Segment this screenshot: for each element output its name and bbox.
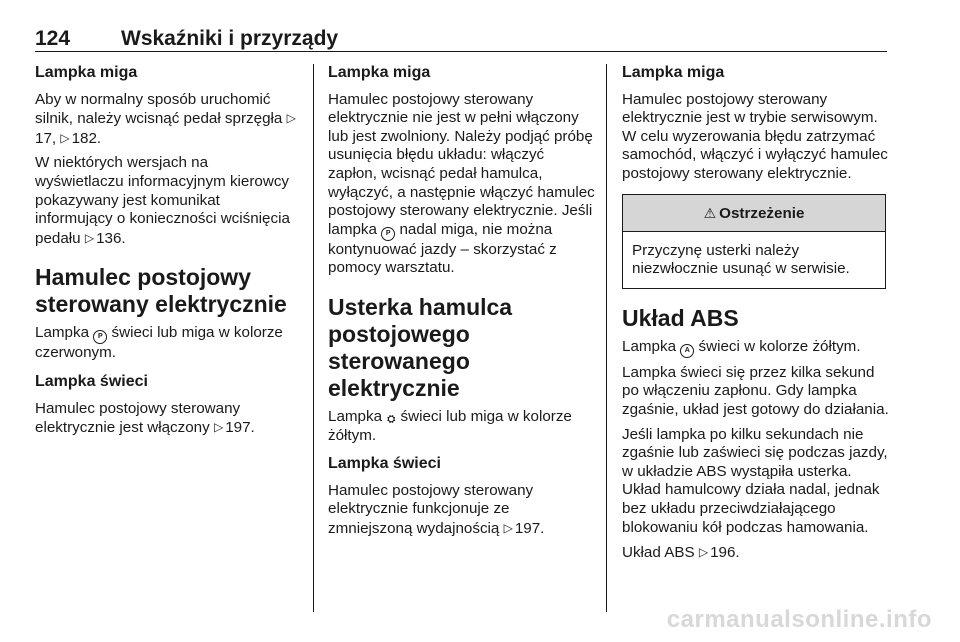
- page-ref-link[interactable]: 196.: [710, 544, 740, 562]
- column-3: [622, 64, 890, 569]
- warning-triangle-icon: ⚠: [703, 204, 717, 221]
- page-ref-link[interactable]: 182.: [71, 129, 102, 147]
- warning-title: Ostrzeżenie: [719, 204, 805, 222]
- page-ref-link[interactable]: 197.: [225, 419, 255, 437]
- paragraph: Lampka świeci się przez kilka sekund po włączeniu zapłonu. Gdy lampka zgaśnie, układ jest gotowy do działania.: [622, 363, 889, 418]
- heading-lamp-blinks: Lampka miga: [35, 64, 138, 81]
- arrow-right-icon: ▷: [698, 545, 709, 560]
- paragraph: Aby w normalny sposób uruchomić silnik, należy wcisnąć pedał sprzęgła ▷17, ▷ 182.: [35, 90, 296, 147]
- column-divider: [606, 64, 607, 612]
- paragraph: Hamulec postojowy sterowany elektrycznie jest włączony ▷ 197.: [35, 399, 255, 437]
- parking-brake-icon: P: [93, 330, 107, 344]
- heading-epb-fault: Usterka hamulca postojowego sterowanego elektrycznie: [328, 293, 513, 401]
- heading-electric-parking-brake: Hamulec postojowy sterowany elektrycznie: [35, 264, 287, 318]
- heading-lamp-blinks: Lampka miga: [622, 64, 725, 81]
- warning-box: [622, 194, 886, 289]
- paragraph: Lampka ⛭ świeci lub miga w kolorze żółtym.: [328, 407, 572, 444]
- heading-lamp-lit: Lampka świeci: [328, 455, 441, 473]
- paragraph: Układ ABS ▷ 196.: [622, 544, 740, 562]
- paragraph: Hamulec postojowy sterowany elektrycznie jest w trybie serwisowym. W celu wyzerowania błędu zatrzymać samochód, włączyć i wyłączyć hamulec postojowy sterowany elektrycznie.: [622, 90, 888, 182]
- warning-text: Przyczynę usterki należy niezwłocznie usunąć w serwisie.: [632, 241, 850, 278]
- paragraph: Lampka A świeci w kolorze żółtym.: [622, 338, 890, 358]
- abs-icon: A: [680, 344, 694, 358]
- warning-header: [623, 195, 885, 232]
- page-ref-link[interactable]: 197.: [514, 519, 545, 537]
- page-header: [35, 25, 887, 52]
- heading-abs: Układ ABS: [622, 304, 739, 331]
- arrow-right-icon: ▷: [213, 420, 224, 435]
- heading-lamp-lit: Lampka świeci: [35, 372, 148, 390]
- arrow-right-icon: ▷: [286, 111, 296, 126]
- arrow-right-icon: ▷: [84, 230, 95, 245]
- arrow-right-icon: ▷: [503, 520, 513, 535]
- watermark: carmanualsonline.info: [666, 606, 932, 633]
- paragraph: Jeśli lampka po kilku sekundach nie zgaśnie lub zaświeci się podczas jazdy, w układzie ABS wystąpiła usterka. Układ hamulcowy działa nadal, jednak bez układu przeciwdziałającego blokowaniu kół podczas hamowania.: [622, 425, 888, 536]
- brake-fault-icon: ⛭: [387, 413, 396, 425]
- heading-lamp-blinks: Lampka miga: [328, 64, 431, 81]
- column-divider: [313, 64, 314, 612]
- parking-brake-icon: P: [381, 227, 395, 241]
- column-1: [35, 64, 299, 444]
- paragraph: Lampka P świeci lub miga w kolorze czerwonym.: [35, 324, 283, 362]
- page-ref-link[interactable]: 17,: [35, 129, 57, 147]
- arrow-right-icon: ▷: [60, 130, 70, 145]
- paragraph: Hamulec postojowy sterowany elektrycznie funkcjonuje ze zmniejszoną wydajnością ▷ 197.: [328, 481, 545, 537]
- paragraph: Hamulec postojowy sterowany elektrycznie nie jest w pełni włączony lub jest zwolniony. Należy podjąć próbę usunięcia błędu układu: włączyć zapłon, wcisnąć pedał hamulca, wyłączyć, a następnie włączyć hamulec postojowy sterowany elektrycznie. Jeśli lampka P nadal miga, nie można kontynuować jazdy – skorzystać z pomocy warsztatu.: [328, 90, 595, 277]
- column-2: [328, 64, 596, 545]
- paragraph: W niektórych wersjach na wyświetlaczu informacyjnym kierowcy pokazywany jest komunikat informujący o konieczności wciśnięcia pedału ▷ 136.: [35, 154, 290, 247]
- page-number: 124: [35, 27, 71, 50]
- page-title: Wskaźniki i przyrządy: [121, 27, 339, 50]
- page-ref-link[interactable]: 136.: [96, 229, 126, 247]
